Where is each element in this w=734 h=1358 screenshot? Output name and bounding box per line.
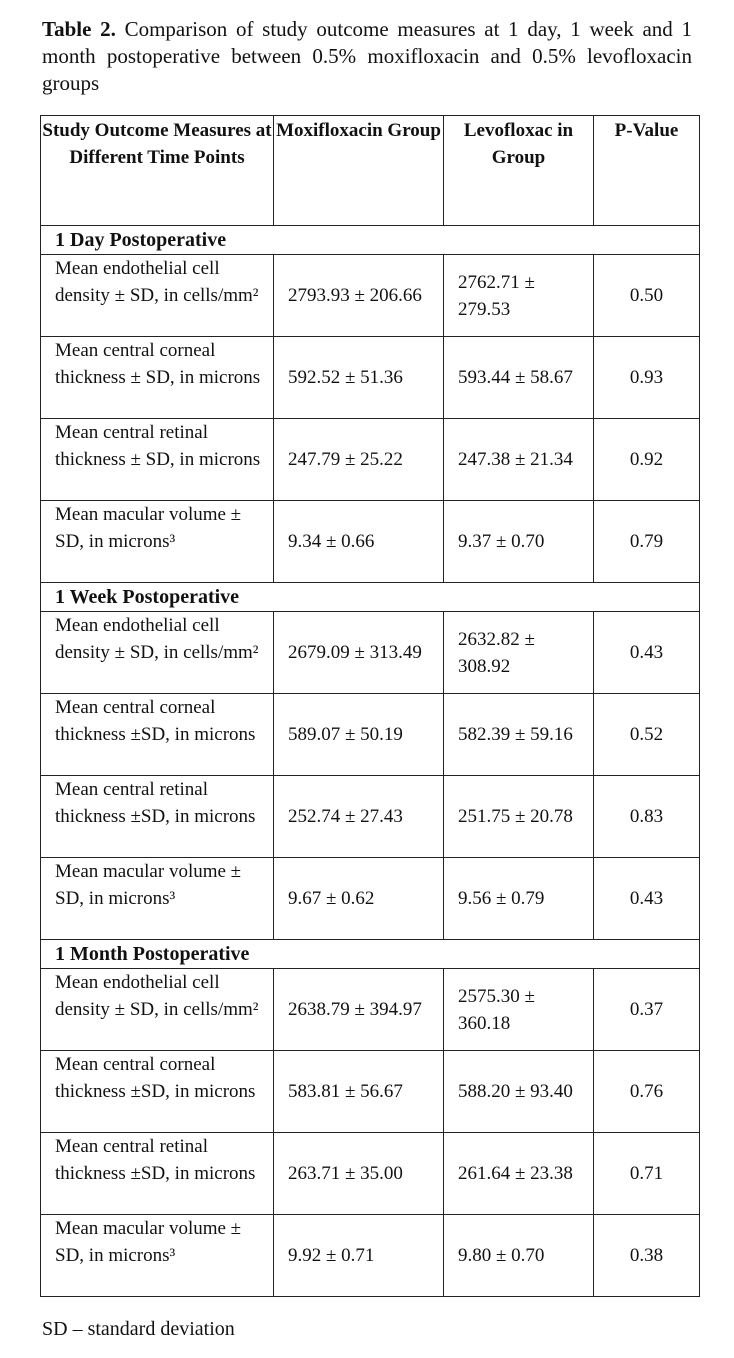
levofloxacin-value: 593.44 ± 58.67	[444, 337, 594, 419]
measure-cell: Mean central corneal thickness ±SD, in microns	[41, 694, 274, 776]
measure-cell: Mean endothelial cell density ± SD, in cells/mm²	[41, 255, 274, 337]
moxifloxacin-value: 2679.09 ± 313.49	[274, 612, 444, 694]
table-row	[41, 255, 700, 337]
levofloxacin-value: 9.56 ± 0.79	[444, 858, 594, 940]
measure-cell: Mean central corneal thickness ±SD, in microns	[41, 1051, 274, 1133]
table-row	[41, 419, 700, 501]
p-value: 0.76	[594, 1051, 700, 1133]
measure-cell: Mean endothelial cell density ± SD, in cells/mm²	[41, 612, 274, 694]
levofloxacin-value: 9.80 ± 0.70	[444, 1215, 594, 1297]
footnote: SD – standard deviation	[42, 1318, 235, 1340]
p-value: 0.79	[594, 501, 700, 583]
levofloxacin-value: 247.38 ± 21.34	[444, 419, 594, 501]
header-levofloxacin: Levofloxac in Group	[444, 116, 594, 226]
p-value: 0.93	[594, 337, 700, 419]
levofloxacin-value: 251.75 ± 20.78	[444, 776, 594, 858]
header-measure: Study Outcome Measures at Different Time Points	[41, 116, 274, 226]
caption-text: Comparison of study outcome measures at 1 day, 1 week and 1 month postoperative between 0.5% moxifloxacin and 0.5% levofloxacin groups	[42, 17, 692, 95]
section-title: 1 Month Postoperative	[41, 940, 700, 969]
outcome-table	[40, 115, 700, 1297]
moxifloxacin-value: 9.92 ± 0.71	[274, 1215, 444, 1297]
p-value: 0.71	[594, 1133, 700, 1215]
table-row	[41, 612, 700, 694]
section-title: 1 Week Postoperative	[41, 583, 700, 612]
p-value: 0.43	[594, 858, 700, 940]
section-title: 1 Day Postoperative	[41, 226, 700, 255]
p-value: 0.50	[594, 255, 700, 337]
table-row	[41, 1133, 700, 1215]
table-row	[41, 694, 700, 776]
measure-cell: Mean central retinal thickness ±SD, in microns	[41, 1133, 274, 1215]
table-row	[41, 337, 700, 419]
moxifloxacin-value: 589.07 ± 50.19	[274, 694, 444, 776]
table-row	[41, 969, 700, 1051]
p-value: 0.38	[594, 1215, 700, 1297]
table-row	[41, 776, 700, 858]
table-body	[41, 226, 700, 1297]
measure-cell: Mean macular volume ± SD, in microns³	[41, 1215, 274, 1297]
moxifloxacin-value: 9.34 ± 0.66	[274, 501, 444, 583]
table-row	[41, 858, 700, 940]
table-row	[41, 1215, 700, 1297]
measure-cell: Mean central retinal thickness ±SD, in microns	[41, 776, 274, 858]
section-row	[41, 940, 700, 969]
moxifloxacin-value: 263.71 ± 35.00	[274, 1133, 444, 1215]
levofloxacin-value: 2632.82 ± 308.92	[444, 612, 594, 694]
table-caption	[42, 16, 692, 97]
p-value: 0.43	[594, 612, 700, 694]
moxifloxacin-value: 2638.79 ± 394.97	[274, 969, 444, 1051]
table-row	[41, 1051, 700, 1133]
header-row	[41, 116, 700, 226]
levofloxacin-value: 9.37 ± 0.70	[444, 501, 594, 583]
table-row	[41, 501, 700, 583]
header-moxifloxacin: Moxifloxacin Group	[274, 116, 444, 226]
section-row	[41, 583, 700, 612]
levofloxacin-value: 2762.71 ± 279.53	[444, 255, 594, 337]
moxifloxacin-value: 252.74 ± 27.43	[274, 776, 444, 858]
p-value: 0.92	[594, 419, 700, 501]
p-value: 0.52	[594, 694, 700, 776]
moxifloxacin-value: 592.52 ± 51.36	[274, 337, 444, 419]
moxifloxacin-value: 247.79 ± 25.22	[274, 419, 444, 501]
measure-cell: Mean macular volume ± SD, in microns³	[41, 858, 274, 940]
levofloxacin-value: 261.64 ± 23.38	[444, 1133, 594, 1215]
measure-cell: Mean endothelial cell density ± SD, in cells/mm²	[41, 969, 274, 1051]
p-value: 0.37	[594, 969, 700, 1051]
moxifloxacin-value: 2793.93 ± 206.66	[274, 255, 444, 337]
caption-lead: Table 2.	[42, 17, 116, 41]
measure-cell: Mean central retinal thickness ± SD, in microns	[41, 419, 274, 501]
moxifloxacin-value: 583.81 ± 56.67	[274, 1051, 444, 1133]
measure-cell: Mean central corneal thickness ± SD, in microns	[41, 337, 274, 419]
header-p-value: P-Value	[594, 116, 700, 226]
levofloxacin-value: 588.20 ± 93.40	[444, 1051, 594, 1133]
levofloxacin-value: 582.39 ± 59.16	[444, 694, 594, 776]
p-value: 0.83	[594, 776, 700, 858]
section-row	[41, 226, 700, 255]
moxifloxacin-value: 9.67 ± 0.62	[274, 858, 444, 940]
levofloxacin-value: 2575.30 ± 360.18	[444, 969, 594, 1051]
measure-cell: Mean macular volume ± SD, in microns³	[41, 501, 274, 583]
